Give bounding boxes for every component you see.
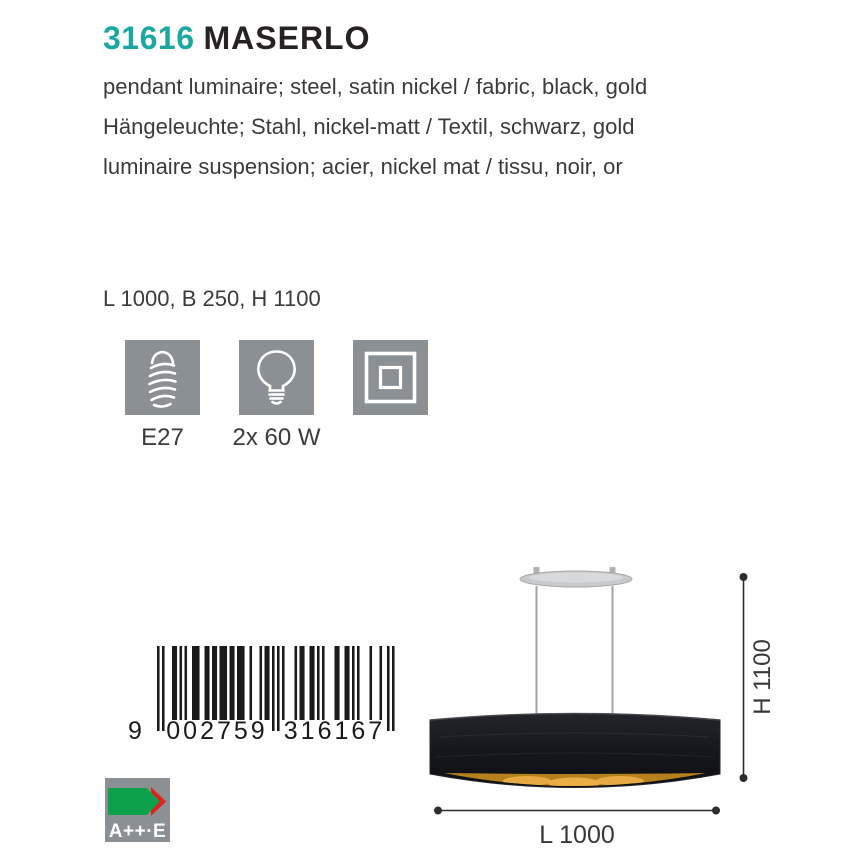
product-description-fr: luminaire suspension; acier, nickel mat / tissu, noir, or: [103, 154, 623, 179]
socket-label: E27: [141, 424, 184, 451]
lampshade: [430, 714, 720, 789]
product-name: MASERLO: [203, 20, 371, 56]
product-sku: 31616: [103, 20, 195, 56]
dimension-length-label: L 1000: [539, 821, 615, 849]
dimensions-text: L 1000, B 250, H 1100: [103, 286, 321, 311]
dimension-height-label: H 1100: [749, 639, 776, 715]
barcode-digits-right: 316167: [283, 717, 386, 745]
wattage-label: 2x 60 W: [232, 424, 321, 451]
dimension-length: [434, 807, 720, 850]
product-description-en: pendant luminaire; steel, satin nickel / fabric, black, gold: [103, 74, 648, 99]
barcode-digit-system: 9: [128, 717, 142, 745]
dimension-height: [740, 573, 777, 782]
product-description-de: Hängeleuchte; Stahl, nickel-matt / Textil, schwarz, gold: [103, 114, 635, 139]
energy-rating-label: A++·E: [108, 821, 167, 842]
canopy: [520, 567, 632, 587]
barcode-digits-left: 002759: [166, 717, 268, 745]
suspension-cables: [537, 586, 613, 714]
